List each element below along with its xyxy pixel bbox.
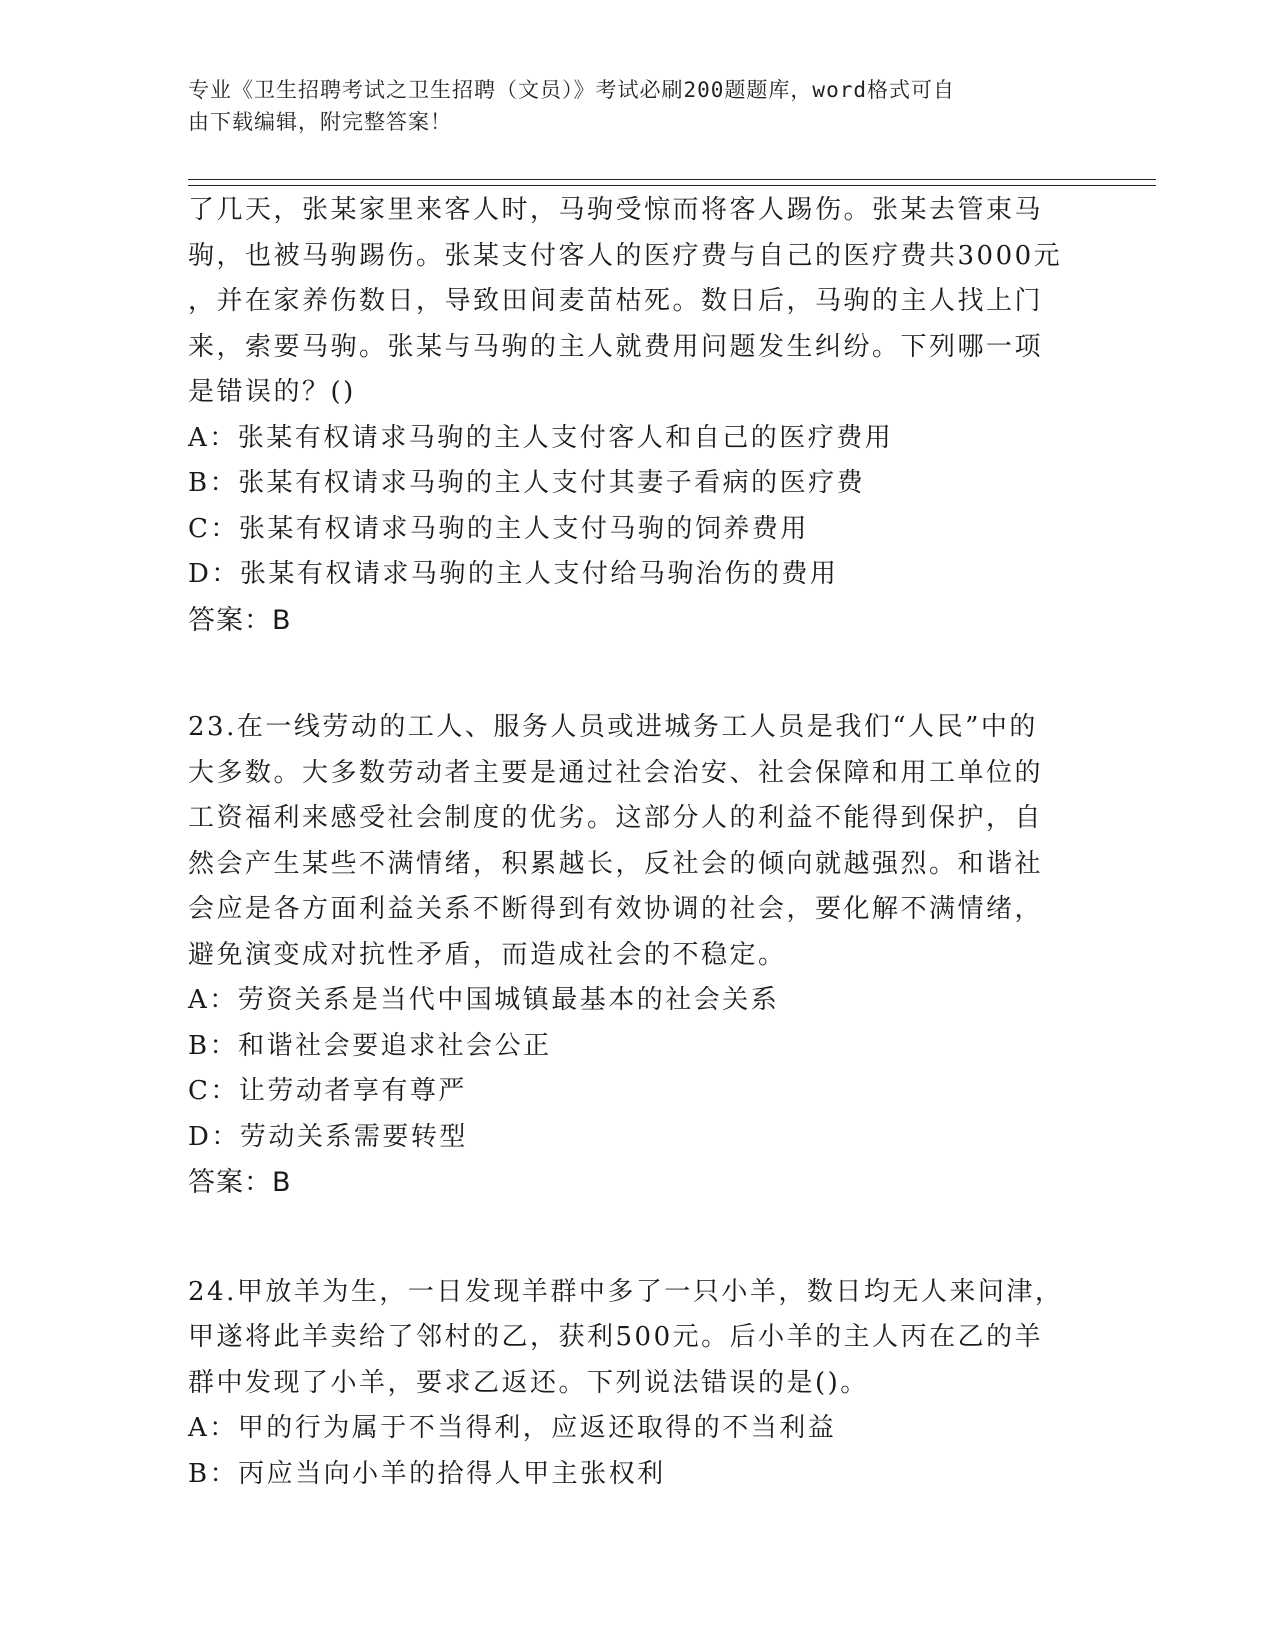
question-stem-line: 然会产生某些不满情绪，积累越长，反社会的倾向就越强烈。和谐社 xyxy=(188,848,1044,879)
question-stem-line: 是错误的？() xyxy=(188,377,356,407)
question-stem-line: 23.在一线劳动的工人、服务人员或进城务工人员是我们“人民”中的 xyxy=(188,712,1038,742)
question-24 xyxy=(188,1270,1088,1498)
answer-label: 答案：B xyxy=(188,604,292,636)
question-spacer xyxy=(188,643,1088,705)
header-line-1: 专业《卫生招聘考试之卫生招聘（文员）》考试必刷200题题库，word格式可自 xyxy=(188,78,955,102)
question-stem-line: 甲遂将此羊卖给了邻村的乙，获利500元。后小羊的主人丙在乙的羊 xyxy=(188,1322,1044,1352)
option-a: A：甲的行为属于不当得利，应返还取得的不当利益 xyxy=(188,1413,837,1443)
option-d: D：张某有权请求马驹的主人支付给马驹治伤的费用 xyxy=(188,559,839,589)
header-divider-top xyxy=(188,179,1156,180)
document-body xyxy=(188,188,1088,1497)
question-stem-line: 大多数。大多数劳动者主要是通过社会治安、社会保障和用工单位的 xyxy=(188,757,1044,788)
question-stem-line: 驹，也被马驹踢伤。张某支付客人的医疗费与自己的医疗费共3000元 xyxy=(188,240,1063,271)
document-header xyxy=(188,74,1068,138)
question-stem-line: 工资福利来感受社会制度的优劣。这部分人的利益不能得到保护，自 xyxy=(188,803,1044,833)
question-stem-line: 24.甲放羊为生，一日发现羊群中多了一只小羊，数日均无人来问津， xyxy=(188,1276,1064,1307)
option-a: A：张某有权请求马驹的主人支付客人和自己的医疗费用 xyxy=(188,422,894,453)
header-line-2: 由下载编辑，附完整答案！ xyxy=(188,110,452,134)
question-stem-line: 了几天，张某家里来客人时，马驹受惊而将客人踢伤。张某去管束马 xyxy=(188,195,1044,225)
question-22 xyxy=(188,188,1088,643)
question-stem-line: 群中发现了小羊，要求乙返还。下列说法错误的是()。 xyxy=(188,1367,869,1398)
option-c: C：让劳动者享有尊严 xyxy=(188,1076,467,1106)
question-stem-line: 避免演变成对抗性矛盾，而造成社会的不稳定。 xyxy=(188,939,787,970)
question-stem-line: 来，索要马驹。张某与马驹的主人就费用问题发生纠纷。下列哪一项 xyxy=(188,331,1044,362)
option-b: B：丙应当向小羊的拾得人甲主张权利 xyxy=(188,1458,666,1489)
option-c: C：张某有权请求马驹的主人支付马驹的饲养费用 xyxy=(188,513,809,544)
option-b: B：张某有权请求马驹的主人支付其妻子看病的医疗费 xyxy=(188,468,866,498)
option-a: A：劳资关系是当代中国城镇最基本的社会关系 xyxy=(188,985,780,1015)
option-b: B：和谐社会要追求社会公正 xyxy=(188,1030,552,1061)
answer-label: 答案：B xyxy=(188,1167,292,1198)
question-23 xyxy=(188,705,1088,1206)
question-stem-line: ，并在家养伤数日，导致田间麦苗枯死。数日后，马驹的主人找上门 xyxy=(188,286,1044,316)
question-spacer xyxy=(188,1206,1088,1270)
question-stem-line: 会应是各方面利益关系不断得到有效协调的社会，要化解不满情绪， xyxy=(188,894,1044,924)
option-d: D：劳动关系需要转型 xyxy=(188,1121,468,1152)
header-divider-bottom xyxy=(188,185,1156,186)
